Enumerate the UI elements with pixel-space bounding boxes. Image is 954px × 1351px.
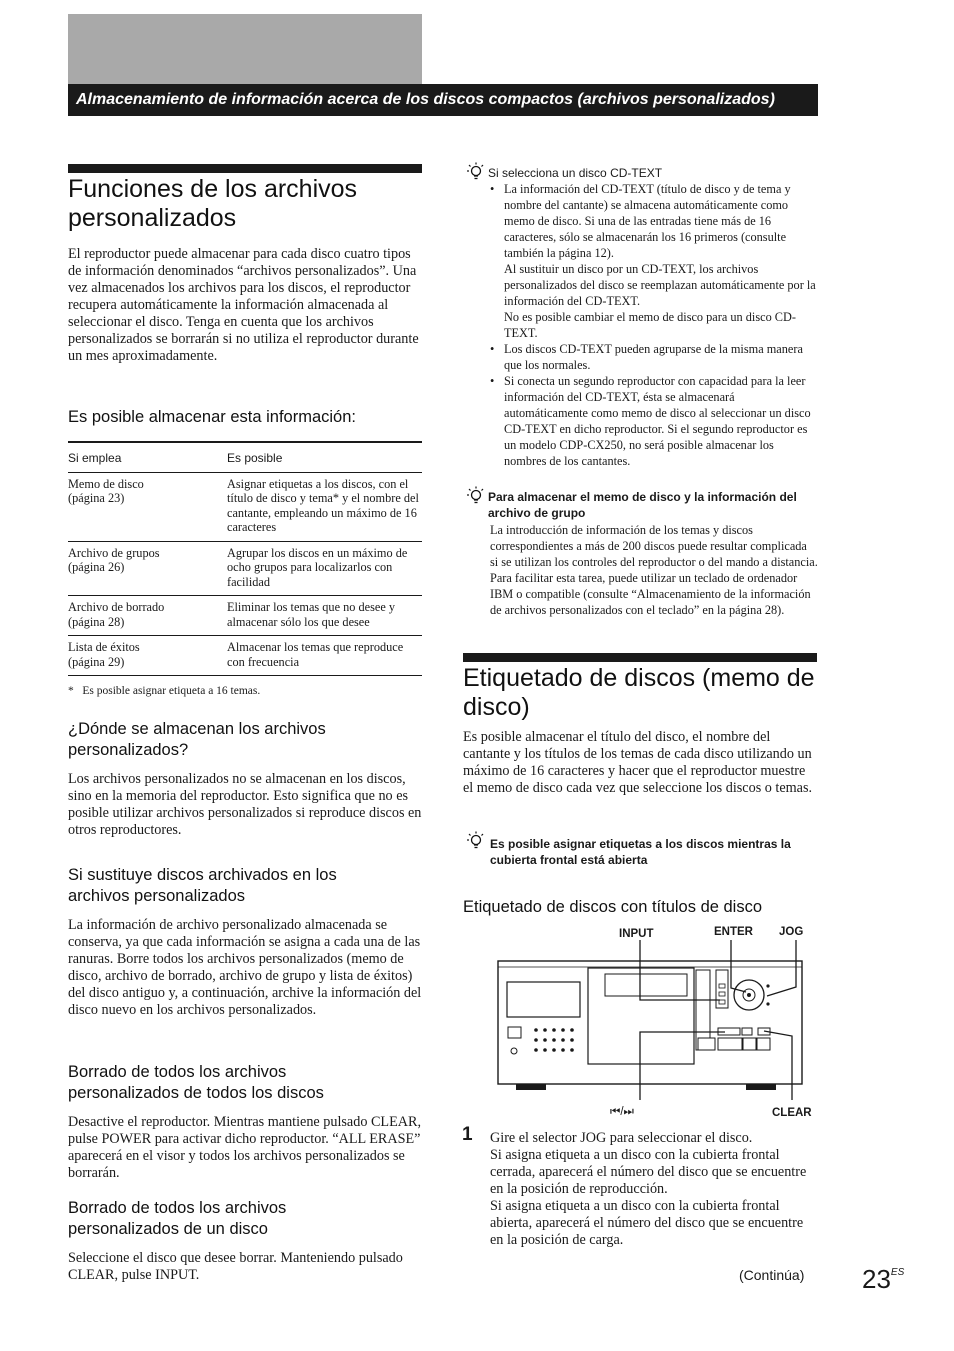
tip-cdtext-body: [490, 181, 818, 469]
table-row: [68, 636, 422, 676]
tip-keyboard-title: Para almacenar el memo de disco y la información del archivo de grupo: [488, 490, 797, 520]
row-label: Lista de éxitos: [68, 640, 140, 654]
page-lang: ES: [890, 1267, 905, 1278]
title-rule: [463, 653, 817, 662]
bullet-line: No es posible cambiar el memo de disco para un disco CD-TEXT.: [504, 310, 796, 340]
tip-lightbulb-icon: [466, 162, 484, 182]
intro-text: El reproductor puede almacenar para cada disco cuatro tipos de información denominados “archivos personalizados”. Una vez almacenados los archivos para los discos, el reproductor recupera automáticamente la información almacenada al seleccionar el disco. Tenga en cuenta que los archivos personalizados se borrarán si no utiliza el reproductor durante un mes aproximadamente.: [68, 246, 419, 364]
label-enter: ENTER: [714, 926, 753, 938]
page-number-digits: 23: [862, 1264, 891, 1294]
table-header-col2: Es posible: [227, 451, 283, 465]
section-body-where: Los archivos personalizados no se almacenan en los discos, sino en la memoria del reproductor. Esto significa que no es posible utilizar archivos personalizados si reproduce discos en otros reproductores.: [68, 771, 422, 838]
table-row: [68, 596, 422, 636]
label-skip: ⏮/⏭: [610, 1106, 634, 1118]
section-body-erase-one: Seleccione el disco que desee borrar. Manteniendo pulsado CLEAR, pulse INPUT.: [68, 1250, 403, 1283]
label-clear: CLEAR: [772, 1107, 812, 1119]
tip-lightbulb-icon: [466, 831, 484, 851]
tip-lightbulb-icon: [466, 486, 484, 506]
step-line: Si asigna etiqueta a un disco con la cubierta frontal abierta, aparecerá el número del disco que se encuentre en la posición de carga.: [490, 1198, 804, 1248]
row-desc: Almacenar los temas que reproduce con frecuencia: [227, 640, 404, 669]
tip-keyboard-body: La introducción de información de los temas y discos correspondientes a más de 200 discos puede resultar complicada si se utilizan los controles del reproductor o del mando a distancia. Para facilitar esta tarea, puede utilizar un teclado de ordenador IBM o compatible (consulte “Almacenamiento de la información de archivos personalizados con el teclado” en la página 28).: [490, 523, 818, 617]
page-title: Funciones de los archivos personalizados: [68, 175, 358, 232]
info-table-wrap: [68, 441, 422, 698]
label-input: INPUT: [619, 928, 654, 940]
row-label: Memo de disco: [68, 476, 144, 491]
list-item: [490, 341, 818, 373]
step-number: 1: [462, 1124, 473, 1145]
footnote-mark: *: [68, 685, 74, 697]
section-title-where: ¿Dónde se almacenan los archivos personalizados?: [68, 720, 326, 759]
list-item: [490, 373, 818, 469]
row-page: (página 29): [68, 654, 125, 669]
table-header-col1: Si emplea: [68, 451, 122, 465]
info-table: [68, 443, 422, 676]
bullet-line: • Si conecta un segundo reproductor con capacidad para la leer información del CD-TEXT, ésta se almacenará automáticamente como memo de disco al seleccionar un disco CD-TEXT en dicho reproductor. Si el segundo reproductor es un modelo CDP-CX250, no será posible almacenar los nombres de los cantantes.: [504, 374, 811, 468]
row-page: (página 23): [68, 491, 125, 505]
row-label: Archivo de borrado: [68, 600, 165, 614]
row-page: (página 26): [68, 560, 125, 574]
bullet-line: Al sustituir un disco por un CD-TEXT, los archivos personalizados del disco se reemplazan automáticamente por la información del CD-TEXT.: [504, 262, 816, 308]
section-banner: Almacenamiento de información acerca de los discos compactos (archivos personalizados): [68, 84, 818, 116]
memo-intro: Es posible almacenar el título del disco, el nombre del cantante y los títulos de los temas de cada disco utilizando un máximo de 16 caracteres y hacer que el reproductor muestre el memo de disco cada vez que seleccione los discos o temas.: [463, 729, 813, 796]
section-title-erase-one: Borrado de todos los archivos personalizados de un disco: [68, 1199, 287, 1238]
row-desc: Asignar etiquetas a los discos, con el título de disco y tema* y el nombre del cantante, empleando un máximo de 16 caracteres: [227, 476, 419, 534]
title-rule: [68, 164, 422, 173]
row-label: Archivo de grupos: [68, 545, 160, 560]
page-number: [862, 1258, 904, 1294]
section-title-replace: Si sustituye discos archivados en los archivos personalizados: [68, 866, 337, 905]
section-title-memo: Etiquetado de discos (memo de disco): [463, 664, 815, 721]
label-jog: JOG: [779, 926, 804, 938]
table-row: [68, 472, 422, 541]
step-line: Gire el selector JOG para seleccionar el disco.: [490, 1130, 753, 1146]
table-heading: Es posible almacenar esta información:: [68, 408, 356, 426]
footnote-text: Es posible asignar etiqueta a 16 temas.: [82, 685, 261, 697]
table-footnote: [68, 684, 422, 698]
tip-cdtext-title: Si selecciona un disco CD-TEXT: [488, 166, 663, 180]
tip-cover-open: Es posible asignar etiquetas a los discos mientras la cubierta frontal está abierta: [490, 837, 791, 867]
header-gray-tab: [68, 14, 422, 84]
bullet-line: • Los discos CD-TEXT pueden agruparse de la misma manera que los normales.: [504, 342, 803, 372]
row-page: (página 28): [68, 614, 125, 629]
section-body-replace: La información de archivo personalizado almacenada se conserva, ya que cada información se asigna a cada una de las ranuras. Borre todos los archivos personalizados (memo de disco, archivo de borrado, archivo de grupo y lista de éxitos) del disco antiguo y, a continuación, archive la información del disco nuevo en los archivos personalizados.: [68, 917, 422, 1018]
cd-player-illustration: [496, 940, 816, 1100]
bullet-line: • La información del CD-TEXT (título de disco y de tema y nombre del cantante) se almacena automáticamente como memo de disco. Si una de las entradas tiene más de 16 caracteres, sólo se almacenarán los 16 primeros (consulte también la página 12).: [504, 182, 791, 260]
step-line: Si asigna etiqueta a un disco con la cubierta frontal cerrada, aparecerá el número del disco que se encuentre en la posición de reproducción.: [490, 1147, 807, 1197]
subsection-title: Etiquetado de discos con títulos de disco: [463, 898, 763, 916]
list-item: [490, 181, 818, 341]
continues-label: (Continúa): [739, 1267, 805, 1283]
step-text: [490, 1130, 820, 1249]
table-row: [68, 541, 422, 596]
section-body-erase-all: Desactive el reproductor. Mientras mantiene pulsado CLEAR, pulse POWER para activar dicho reproductor. “ALL ERASE” aparecerá en el visor y todos los archivos personalizados se borrarán.: [68, 1114, 422, 1181]
row-desc: Eliminar los temas que no desee y almacenar sólo los que desee: [227, 600, 396, 629]
row-desc: Agrupar los discos en un máximo de ocho grupos para localizarlos con facilidad: [227, 545, 408, 589]
section-title-erase-all: Borrado de todos los archivos personalizados de todos los discos: [68, 1063, 324, 1102]
